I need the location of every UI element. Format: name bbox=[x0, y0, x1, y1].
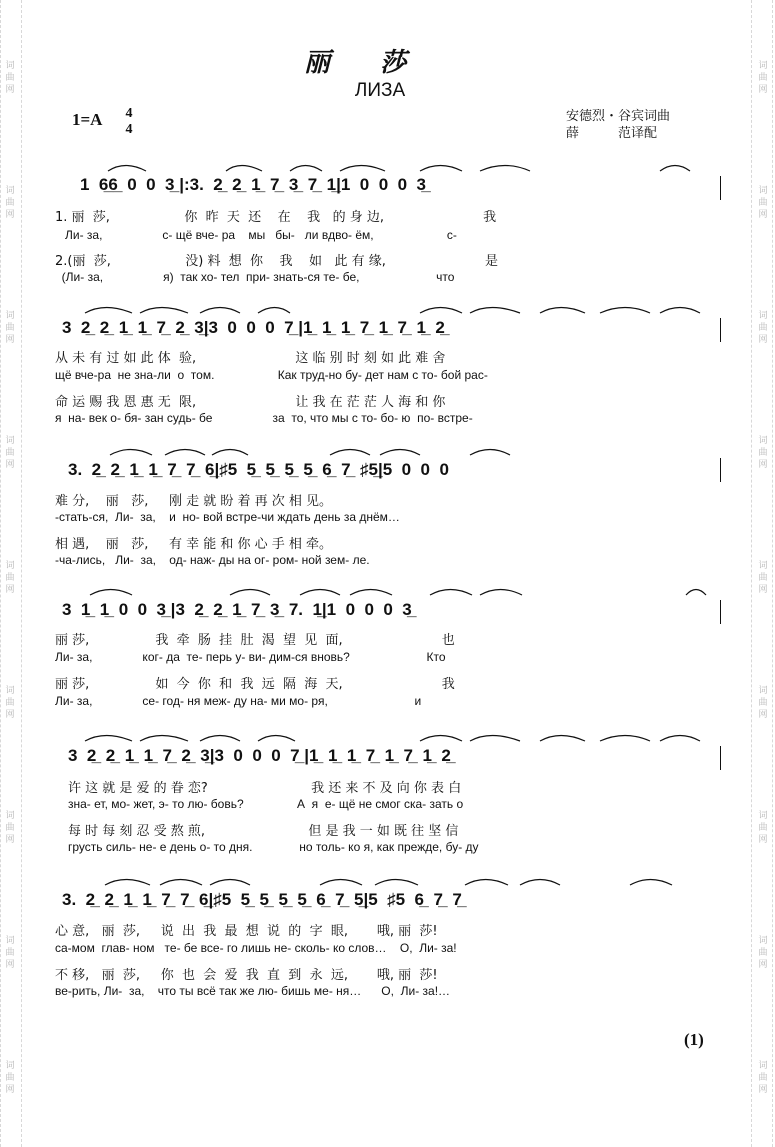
lyric-line-3-ru1: -стать-ся, Ли- за, и но- вой встре-чи ждать день за днём… bbox=[55, 510, 400, 524]
key-signature: 1=A bbox=[72, 110, 103, 129]
notation-line-2: 3 2̲ 2̲ 1̲ 1̲ 7̲ 2̲ 3̲|3 0 0 0 7̲ |1̲ 1̲ 1̲ 7̲ 1̲ 7̲ 1̲ 2̲ bbox=[62, 318, 445, 337]
watermark-glyphs: 词 曲 网 bbox=[5, 311, 15, 345]
lyric-line-4-ru2: Ли- за, се- год- ня меж- ду на- ми мо- ря, и bbox=[55, 694, 422, 708]
credit-composer: 安德烈・谷宾词曲 bbox=[566, 109, 671, 124]
song-title-chinese: 丽莎 bbox=[303, 48, 456, 78]
lyric-line-3-cn1: 难 分, 丽 莎, 刚 走 就 盼 着 再 次 相 见。 bbox=[55, 494, 333, 509]
lyric-line-1-ru2: (Ли- за, я) так хо- тел при- знать-ся те- бе, что bbox=[55, 270, 455, 284]
lyric-line-3-ru2: -ча-лись, Ли- за, од- наж- ды на ог- ром- ной зем- ле. bbox=[55, 553, 370, 567]
notation-line-3: 3. 2̲ 2̲ 1̲ 1̲ 7̲ 7̲ 6̲|♯5 5̲ 5̲ 5̲ 5̲ 6̲ 7̲ ♯5̲|5 0 0 0 bbox=[68, 460, 449, 479]
notation-line-5: 3 2̲ 2̲ 1̲ 1̲ 7̲ 2̲ 3̲|3 0 0 0 7̲ |1̲ 1̲ 1̲ 7̲ 1̲ 7̲ 1̲ 2̲ bbox=[68, 746, 451, 765]
lyric-line-5-ru1: зна- ет, мо- жет, э- то лю- бовь? А я е- щё не смог ска- зать о bbox=[68, 797, 464, 811]
lyric-line-2-cn2: 命 运 赐 我 恩 惠 无 限, 让 我 在 茫 茫 人 海 和 你 bbox=[55, 395, 446, 410]
watermark-glyphs: 词 曲 网 bbox=[5, 61, 15, 95]
watermark-glyphs: 词 曲 网 bbox=[5, 186, 15, 220]
watermark-glyphs: 词 曲 网 bbox=[5, 1061, 15, 1095]
lyric-line-2-ru1: щё вче-ра не зна-ли о том. Как труд-но бу- дет нам с то- бой рас- bbox=[55, 368, 488, 382]
watermark-glyphs: 词 曲 网 bbox=[5, 436, 15, 470]
lyric-line-2-cn1: 从 未 有 过 如 此 体 验, 这 临 别 时 刻 如 此 难 舍 bbox=[55, 351, 446, 366]
lyric-line-1-ru1: Ли- за, с- щё вче- ра мы бы- ли вдво- ём, с- bbox=[55, 228, 457, 242]
watermark-glyphs: 词 曲 网 bbox=[758, 1061, 768, 1095]
lyric-line-4-cn1: 丽 莎, 我 牵 肠 挂 肚 渴 望 见 面, 也 bbox=[55, 633, 455, 648]
lyric-line-4-ru1: Ли- за, ког- да те- перь у- ви- дим-ся вновь? Кто bbox=[55, 650, 446, 664]
notation-line-4: 3 1̲ 1̲ 0 0 3̲ |3 2̲ 2̲ 1̲ 7̲ 3̲ 7. 1̲|1 0 0 0 3̲ bbox=[62, 600, 412, 619]
lyric-line-1-cn2: 2.(丽 莎, 没) 料 想 你 我 如 此 有 缘, 是 bbox=[55, 254, 499, 269]
watermark-glyphs: 词 曲 网 bbox=[5, 811, 15, 845]
lyric-line-5-cn1: 许 这 就 是 爱 的 眷 恋? 我 还 来 不 及 向 你 表 白 bbox=[68, 781, 462, 796]
song-title-russian: ЛИЗА bbox=[354, 80, 406, 101]
watermark-glyphs: 词 曲 网 bbox=[5, 561, 15, 595]
lyric-line-5-cn2: 每 时 每 刻 忍 受 熬 煎, 但 是 我 一 如 既 往 坚 信 bbox=[68, 824, 459, 839]
time-signature-bottom: 4 bbox=[125, 122, 133, 137]
lyric-line-6-cn2: 不 移, 丽 莎, 你 也 会 爱 我 直 到 永 远, 哦, 丽 莎! bbox=[55, 968, 438, 983]
watermark-glyphs: 词 曲 网 bbox=[758, 561, 768, 595]
time-signature-top: 4 bbox=[125, 106, 133, 121]
watermark-glyphs: 词 曲 网 bbox=[758, 186, 768, 220]
watermark-glyphs: 词 曲 网 bbox=[758, 61, 768, 95]
lyric-line-5-ru2: грусть силь- не- е день о- то дня. но толь- ко я, как прежде, бу- ду bbox=[68, 840, 479, 854]
watermark-glyphs: 词 曲 网 bbox=[758, 936, 768, 970]
watermark-glyphs: 词 曲 网 bbox=[758, 686, 768, 720]
lyric-line-3-cn2: 相 遇, 丽 莎, 有 幸 能 和 你 心 手 相 牵。 bbox=[55, 537, 333, 552]
lyric-line-2-ru2: я на- век о- бя- зан судь- бе за то, что мы с то- бо- ю по- встре- bbox=[55, 411, 473, 425]
lyric-line-6-ru2: ве-рить, Ли- за, что ты всё так же лю- бишь ме- ня… О, Ли- за!… bbox=[55, 984, 451, 998]
watermark-glyphs: 词 曲 网 bbox=[758, 311, 768, 345]
watermark-glyphs: 词 曲 网 bbox=[5, 936, 15, 970]
notation-line-1: 1 6̲6̲ 0 0 3̲ |:3. 2̲ 2̲ 1̲ 7̲ 3̲ 7̲ 1̲|1 0 0 0 3̲ bbox=[80, 175, 426, 194]
lyric-line-4-cn2: 丽 莎, 如 今 你 和 我 远 隔 海 天, 我 bbox=[55, 677, 455, 692]
watermark-glyphs: 词 曲 网 bbox=[758, 436, 768, 470]
lyric-line-6-cn1: 心 意, 丽 莎, 说 出 我 最 想 说 的 字 眼, 哦, 丽 莎! bbox=[55, 924, 438, 939]
watermark-glyphs: 词 曲 网 bbox=[758, 811, 768, 845]
watermark-glyphs: 词 曲 网 bbox=[5, 686, 15, 720]
page-number: (1) bbox=[684, 1030, 704, 1049]
notation-line-6: 3. 2̲ 2̲ 1̲ 1̲ 7̲ 7̲ 6̲|♯5 5̲ 5̲ 5̲ 5̲ 6̲ 7̲ 5̲|5 ♯5 6̲ 7̲ 7̲ bbox=[62, 890, 462, 909]
credit-translator: 薛 范译配 bbox=[566, 126, 658, 141]
lyric-line-1-cn1: 1. 丽 莎, 你 昨 天 还 在 我 的 身 边, 我 bbox=[55, 210, 497, 225]
lyric-line-6-ru1: са-мом глав- ном те- бе все- го лишь не- сколь- ко слов… О, Ли- за! bbox=[55, 941, 457, 955]
